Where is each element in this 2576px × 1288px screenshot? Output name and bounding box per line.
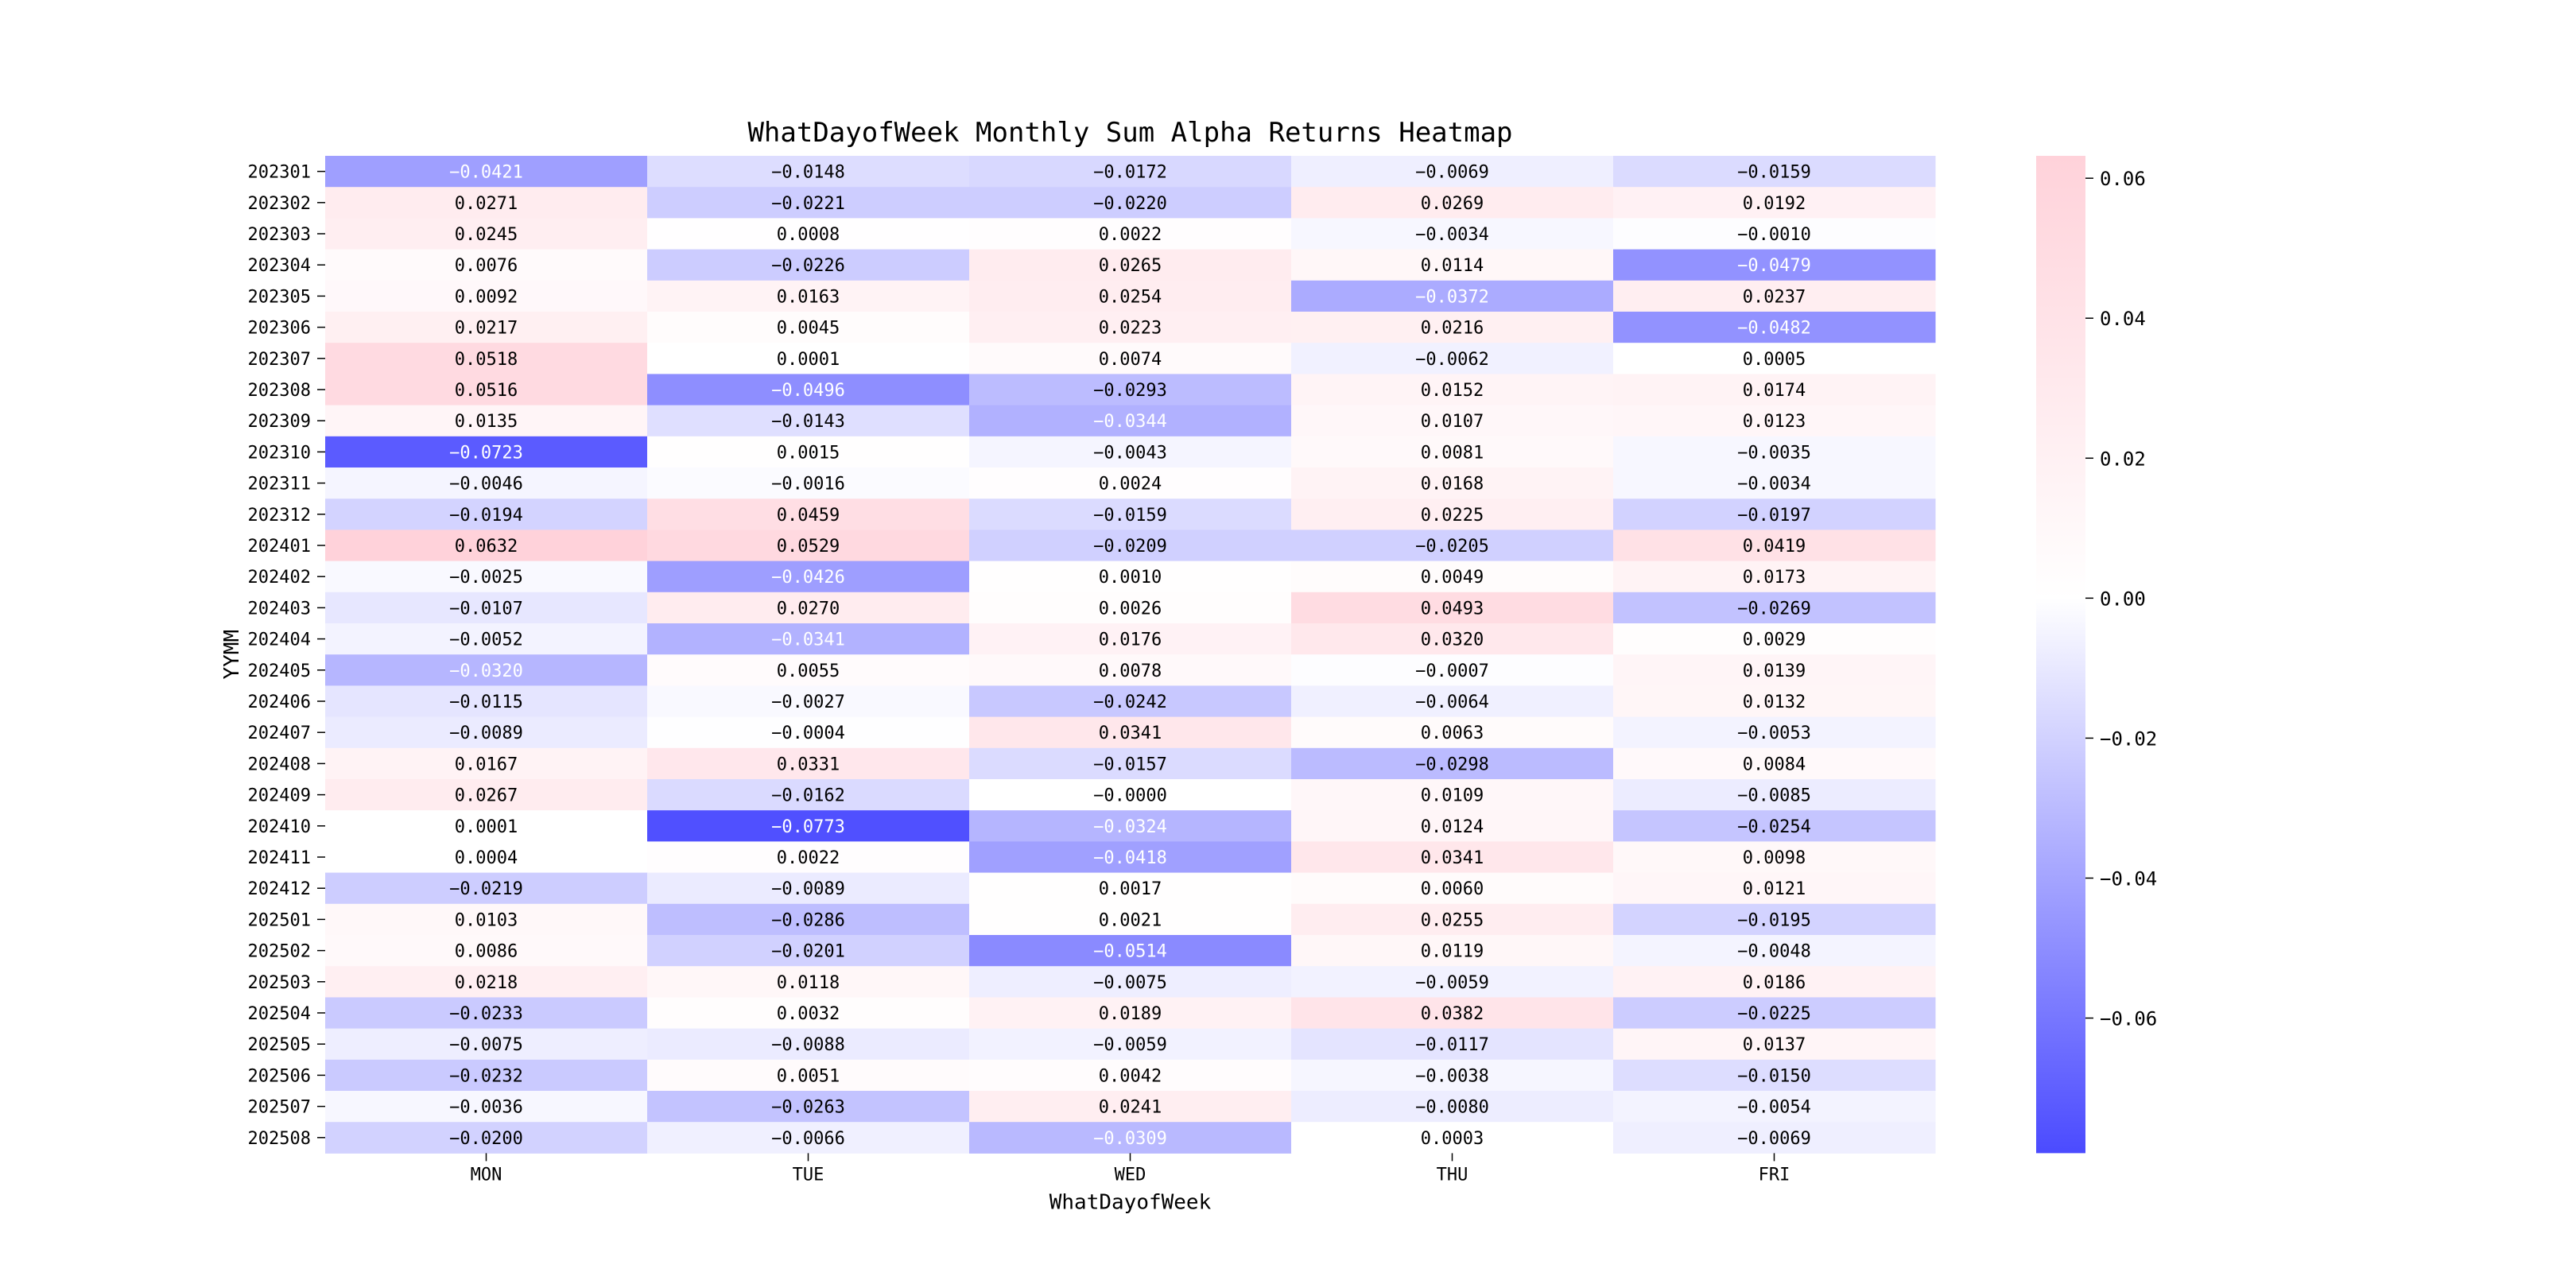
cell-value-label: 0.0121 xyxy=(1742,879,1806,900)
cell-value-label: −0.0293 xyxy=(1093,381,1167,401)
cell-value-label: −0.0035 xyxy=(1737,443,1811,464)
cell-value-label: 0.0189 xyxy=(1098,1004,1162,1024)
y-tick-label: 202501 xyxy=(247,910,311,931)
cell-value-label: −0.0219 xyxy=(449,879,523,900)
cell-value-label: −0.0148 xyxy=(771,162,845,183)
cell-value-label: 0.0084 xyxy=(1742,755,1806,775)
cell-value-label: −0.0372 xyxy=(1415,287,1489,308)
y-tick-label: 202312 xyxy=(247,505,311,526)
cell-value-label: 0.0132 xyxy=(1742,692,1806,712)
cell-value-label: 0.0005 xyxy=(1742,349,1806,370)
cell-value-label: −0.0053 xyxy=(1737,724,1811,744)
cell-value-label: 0.0265 xyxy=(1098,256,1162,277)
cell-value-label: 0.0092 xyxy=(454,287,518,308)
cell-value-label: −0.0075 xyxy=(449,1035,523,1056)
cell-value-label: −0.0117 xyxy=(1415,1035,1489,1056)
cell-value-label: 0.0269 xyxy=(1420,193,1484,214)
x-tick-label: WED xyxy=(1114,1165,1146,1185)
cell-value-label: 0.0168 xyxy=(1420,474,1484,495)
colorbar-tick-label: −0.02 xyxy=(2100,727,2158,751)
cell-value-label: −0.0010 xyxy=(1737,225,1811,245)
y-tick-label: 202506 xyxy=(247,1066,311,1087)
y-tick-label: 202411 xyxy=(247,848,311,868)
cell-value-label: −0.0059 xyxy=(1093,1035,1167,1056)
cell-value-label: 0.0223 xyxy=(1098,318,1162,339)
cell-value-label: −0.0232 xyxy=(449,1066,523,1087)
cell-value-label: 0.0118 xyxy=(776,972,840,993)
cell-value-label: −0.0209 xyxy=(1093,537,1167,557)
cell-value-label: −0.0059 xyxy=(1415,972,1489,993)
cell-value-label: 0.0114 xyxy=(1420,256,1484,277)
colorbar-tick-label: 0.02 xyxy=(2100,448,2146,471)
colorbar-tick-label: −0.04 xyxy=(2100,867,2158,890)
cell-value-label: −0.0069 xyxy=(1737,1128,1811,1149)
y-tick-label: 202307 xyxy=(247,349,311,370)
cell-value-label: −0.0162 xyxy=(771,786,845,806)
cell-value-label: −0.0069 xyxy=(1415,162,1489,183)
colorbar-tick-label: 0.00 xyxy=(2100,588,2146,611)
cell-value-label: 0.0049 xyxy=(1420,568,1484,588)
cell-value-label: 0.0173 xyxy=(1742,568,1806,588)
y-tick-label: 202412 xyxy=(247,879,311,900)
y-tick-label: 202409 xyxy=(247,786,311,806)
cell-value-label: −0.0075 xyxy=(1093,972,1167,993)
cell-value-label: 0.0055 xyxy=(776,661,840,681)
cell-value-label: 0.0026 xyxy=(1098,599,1162,619)
cell-value-label: −0.0309 xyxy=(1093,1128,1167,1149)
y-tick-label: 202402 xyxy=(247,568,311,588)
cell-value-label: −0.0496 xyxy=(771,381,845,401)
heatmap-cells xyxy=(325,156,1936,1154)
cell-value-label: −0.0254 xyxy=(1737,817,1811,837)
cell-value-label: 0.0001 xyxy=(776,349,840,370)
cell-value-label: −0.0225 xyxy=(1737,1004,1811,1024)
y-tick-label: 202502 xyxy=(247,941,311,962)
cell-value-label: −0.0064 xyxy=(1415,692,1489,712)
cell-value-label: 0.0029 xyxy=(1742,630,1806,650)
cell-value-label: −0.0324 xyxy=(1093,817,1167,837)
cell-value-label: −0.0048 xyxy=(1737,941,1811,962)
cell-value-label: −0.0066 xyxy=(771,1128,845,1149)
cell-value-label: 0.0022 xyxy=(1098,225,1162,245)
cell-value-label: −0.0269 xyxy=(1737,599,1811,619)
cell-value-label: −0.0197 xyxy=(1737,505,1811,526)
cell-value-label: 0.0001 xyxy=(454,817,518,837)
cell-value-label: −0.0080 xyxy=(1415,1097,1489,1118)
cell-value-label: −0.0195 xyxy=(1737,910,1811,931)
colorbar-tick-label: −0.06 xyxy=(2100,1007,2158,1030)
cell-value-label: −0.0172 xyxy=(1093,162,1167,183)
y-tick-label: 202311 xyxy=(247,474,311,495)
cell-value-label: 0.0176 xyxy=(1098,630,1162,650)
cell-value-label: −0.0157 xyxy=(1093,755,1167,775)
cell-value-label: 0.0167 xyxy=(454,755,518,775)
cell-value-label: −0.0201 xyxy=(771,941,845,962)
cell-value-label: −0.0421 xyxy=(449,162,523,183)
cell-value-label: −0.0046 xyxy=(449,474,523,495)
cell-value-label: 0.0139 xyxy=(1742,661,1806,681)
cell-value-label: 0.0003 xyxy=(1420,1128,1484,1149)
cell-value-label: −0.0298 xyxy=(1415,755,1489,775)
cell-value-label: −0.0036 xyxy=(449,1097,523,1118)
cell-value-label: −0.0200 xyxy=(449,1128,523,1149)
cell-value-label: −0.0341 xyxy=(771,630,845,650)
cell-value-label: 0.0241 xyxy=(1098,1097,1162,1118)
cell-value-label: 0.0270 xyxy=(776,599,840,619)
cell-value-label: −0.0025 xyxy=(449,568,523,588)
cell-value-label: 0.0516 xyxy=(454,381,518,401)
cell-value-label: −0.0007 xyxy=(1415,661,1489,681)
cell-value-label: 0.0174 xyxy=(1742,381,1806,401)
cell-value-label: −0.0159 xyxy=(1737,162,1811,183)
cell-value-label: 0.0103 xyxy=(454,910,518,931)
x-axis xyxy=(471,1153,1790,1185)
x-tick-label: THU xyxy=(1436,1165,1468,1185)
cell-value-label: −0.0052 xyxy=(449,630,523,650)
y-tick-label: 202407 xyxy=(247,724,311,744)
cell-value-label: 0.0086 xyxy=(454,941,518,962)
y-tick-label: 202507 xyxy=(247,1097,311,1118)
cell-value-label: −0.0194 xyxy=(449,505,523,526)
cell-value-label: −0.0426 xyxy=(771,568,845,588)
y-tick-label: 202301 xyxy=(247,162,311,183)
cell-value-label: −0.0085 xyxy=(1737,786,1811,806)
y-tick-label: 202503 xyxy=(247,972,311,993)
cell-value-label: −0.0016 xyxy=(771,474,845,495)
cell-value-label: 0.0017 xyxy=(1098,879,1162,900)
y-tick-label: 202306 xyxy=(247,318,311,339)
cell-value-label: 0.0135 xyxy=(454,412,518,433)
cell-value-label: −0.0344 xyxy=(1093,412,1167,433)
cell-value-label: −0.0159 xyxy=(1093,505,1167,526)
cell-value-label: 0.0063 xyxy=(1420,724,1484,744)
cell-value-label: 0.0163 xyxy=(776,287,840,308)
cell-value-label: −0.0004 xyxy=(771,724,845,744)
cell-value-label: 0.0267 xyxy=(454,786,518,806)
cell-value-label: −0.0723 xyxy=(449,443,523,464)
x-axis-label: WhatDayofWeek xyxy=(1049,1190,1212,1215)
cell-value-label: 0.0216 xyxy=(1420,318,1484,339)
cell-value-label: 0.0008 xyxy=(776,225,840,245)
cell-value-label: 0.0078 xyxy=(1098,661,1162,681)
cell-value-label: 0.0459 xyxy=(776,505,840,526)
cell-value-label: −0.0034 xyxy=(1737,474,1811,495)
cell-value-label: −0.0233 xyxy=(449,1004,523,1024)
cell-value-label: 0.0254 xyxy=(1098,287,1162,308)
y-axis xyxy=(248,163,325,1149)
colorbar-tick-label: 0.04 xyxy=(2100,308,2146,331)
cell-value-label: −0.0479 xyxy=(1737,256,1811,277)
y-tick-label: 202302 xyxy=(247,193,311,214)
y-axis-label: YYMM xyxy=(220,629,244,680)
cell-value-label: −0.0773 xyxy=(771,817,845,837)
cell-value-label: −0.0089 xyxy=(771,879,845,900)
chart-title: WhatDayofWeek Monthly Sum Alpha Returns Heatmap xyxy=(747,117,1513,149)
cell-value-label: 0.0271 xyxy=(454,193,518,214)
x-tick-label: MON xyxy=(470,1165,502,1185)
cell-value-label: 0.0015 xyxy=(776,443,840,464)
cell-value-label: 0.0152 xyxy=(1420,381,1484,401)
cell-value-label: 0.0032 xyxy=(776,1004,840,1024)
cell-value-label: 0.0192 xyxy=(1742,193,1806,214)
cell-value-label: −0.0000 xyxy=(1093,786,1167,806)
cell-value-label: 0.0518 xyxy=(454,349,518,370)
cell-value-label: 0.0245 xyxy=(454,225,518,245)
cell-value-label: −0.0062 xyxy=(1415,349,1489,370)
y-tick-label: 202508 xyxy=(247,1128,311,1149)
cell-value-label: 0.0320 xyxy=(1420,630,1484,650)
y-tick-label: 202308 xyxy=(247,381,311,401)
cell-value-label: 0.0045 xyxy=(776,318,840,339)
cell-value-label: 0.0022 xyxy=(776,848,840,868)
y-tick-label: 202309 xyxy=(247,412,311,433)
colorbar-gradient xyxy=(2036,156,2085,1153)
y-tick-label: 202310 xyxy=(247,443,311,464)
cell-value-label: −0.0418 xyxy=(1093,848,1167,868)
cell-value-label: 0.0331 xyxy=(776,755,840,775)
cell-value-label: −0.0514 xyxy=(1093,941,1167,962)
cell-value-label: 0.0186 xyxy=(1742,972,1806,993)
y-tick-label: 202304 xyxy=(247,256,311,277)
y-tick-label: 202406 xyxy=(247,692,311,712)
cell-value-label: −0.0320 xyxy=(449,661,523,681)
cell-value-label: 0.0060 xyxy=(1420,879,1484,900)
cell-value-label: 0.0004 xyxy=(454,848,518,868)
cell-value-label: 0.0218 xyxy=(454,972,518,993)
cell-value-label: −0.0263 xyxy=(771,1097,845,1118)
cell-value-label: −0.0034 xyxy=(1415,225,1489,245)
cell-value-label: 0.0237 xyxy=(1742,287,1806,308)
x-tick-label: FRI xyxy=(1758,1165,1790,1185)
cell-value-label: 0.0225 xyxy=(1420,505,1484,526)
cell-value-label: −0.0226 xyxy=(771,256,845,277)
cell-value-label: 0.0081 xyxy=(1420,443,1484,464)
cell-value-label: 0.0419 xyxy=(1742,537,1806,557)
cell-value-label: −0.0115 xyxy=(449,692,523,712)
cell-value-label: 0.0124 xyxy=(1420,817,1484,837)
colorbar-tick-label: 0.06 xyxy=(2100,168,2146,191)
cell-value-label: −0.0038 xyxy=(1415,1066,1489,1087)
cell-value-label: 0.0107 xyxy=(1420,412,1484,433)
cell-value-label: −0.0043 xyxy=(1093,443,1167,464)
y-tick-label: 202401 xyxy=(247,537,311,557)
cell-value-label: 0.0021 xyxy=(1098,910,1162,931)
cell-value-label: −0.0054 xyxy=(1737,1097,1811,1118)
cell-value-label: 0.0255 xyxy=(1420,910,1484,931)
cell-value-label: −0.0107 xyxy=(449,599,523,619)
y-tick-label: 202403 xyxy=(247,599,311,619)
cell-value-label: −0.0221 xyxy=(771,193,845,214)
cell-value-label: 0.0137 xyxy=(1742,1035,1806,1056)
cell-value-label: 0.0010 xyxy=(1098,568,1162,588)
y-tick-label: 202410 xyxy=(247,817,311,837)
y-tick-label: 202305 xyxy=(247,287,311,308)
cell-value-label: 0.0123 xyxy=(1742,412,1806,433)
cell-value-label: 0.0076 xyxy=(454,256,518,277)
cell-value-label: 0.0529 xyxy=(776,537,840,557)
cell-value-label: −0.0242 xyxy=(1093,692,1167,712)
cell-value-label: −0.0089 xyxy=(449,724,523,744)
y-tick-label: 202303 xyxy=(247,225,311,245)
cell-value-label: 0.0632 xyxy=(454,537,518,557)
cell-value-label: 0.0493 xyxy=(1420,599,1484,619)
cell-value-label: −0.0482 xyxy=(1737,318,1811,339)
x-tick-label: TUE xyxy=(792,1165,824,1185)
y-tick-label: 202504 xyxy=(247,1004,311,1024)
y-tick-label: 202408 xyxy=(247,755,311,775)
colorbar xyxy=(2036,156,2157,1153)
y-tick-label: 202404 xyxy=(247,630,311,650)
cell-value-label: −0.0220 xyxy=(1093,193,1167,214)
cell-value-label: 0.0074 xyxy=(1098,349,1162,370)
cell-value-label: −0.0205 xyxy=(1415,537,1489,557)
cell-value-label: 0.0341 xyxy=(1420,848,1484,868)
cell-value-label: 0.0119 xyxy=(1420,941,1484,962)
cell-value-label: 0.0382 xyxy=(1420,1004,1484,1024)
cell-value-label: 0.0024 xyxy=(1098,474,1162,495)
cell-value-label: −0.0088 xyxy=(771,1035,845,1056)
cell-value-label: 0.0109 xyxy=(1420,786,1484,806)
cell-value-label: −0.0027 xyxy=(771,692,845,712)
cell-value-label: 0.0217 xyxy=(454,318,518,339)
cell-value-label: 0.0341 xyxy=(1098,724,1162,744)
y-tick-label: 202405 xyxy=(247,661,311,681)
cell-value-label: −0.0143 xyxy=(771,412,845,433)
cell-value-label: 0.0042 xyxy=(1098,1066,1162,1087)
cell-value-label: −0.0150 xyxy=(1737,1066,1811,1087)
cell-value-label: 0.0098 xyxy=(1742,848,1806,868)
y-tick-label: 202505 xyxy=(247,1035,311,1056)
cell-value-label: −0.0286 xyxy=(771,910,845,931)
cell-value-label: 0.0051 xyxy=(776,1066,840,1087)
